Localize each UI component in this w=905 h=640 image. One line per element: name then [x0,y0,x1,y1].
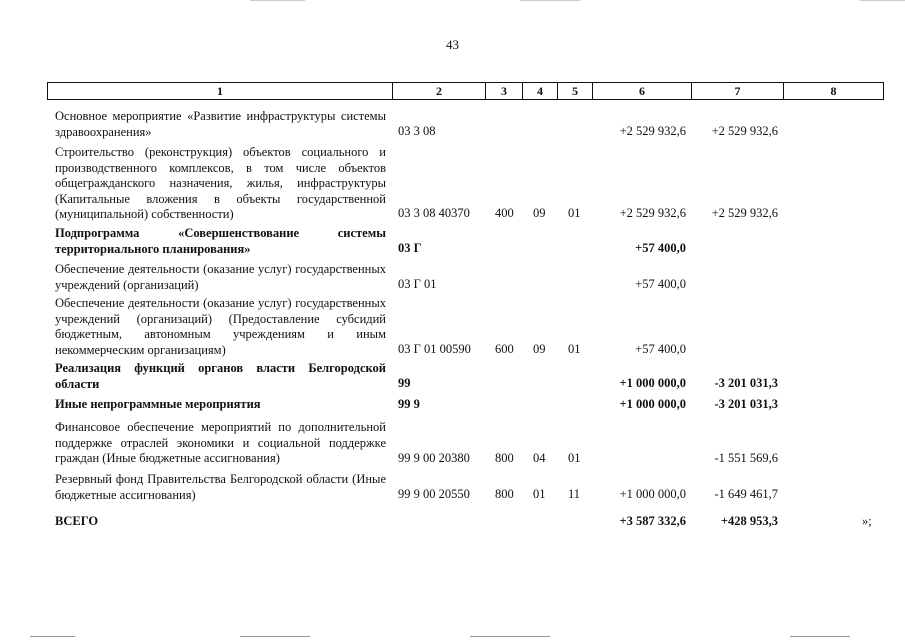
row-amount-7: -1 649 461,7 [714,487,778,502]
closing-quote-mark: »; [862,514,872,529]
row-code: 03 Г [398,241,422,256]
row-amount-7: -1 551 569,6 [714,451,778,466]
scan-edge-mark [470,636,550,637]
row-name: Иные непрограммные мероприятия [55,397,261,411]
header-col-8: 8 [830,84,837,98]
row-code: 03 Г 01 [398,277,437,292]
row-amount-6: +1 000 000,0 [619,376,686,391]
row-name: Обеспечение деятельности (оказание услуг) государственных учреждений (организаций) (Предоставление субсидий бюджетным, автономным учреждениям и иным некоммерческим организациям) [55,296,386,357]
row-col-5: 01 [568,342,581,357]
header-col-6: 6 [639,84,645,98]
row-col-3: 800 [495,451,514,466]
table-row [0,145,905,222]
row-code: 99 9 [398,397,420,412]
table-row [0,296,905,358]
row-col-3: 400 [495,206,514,221]
row-col-5: 01 [568,206,581,221]
row-amount-6: +57 400,0 [635,241,686,256]
table-row [0,361,905,392]
page-number: 43 [446,37,459,52]
total-amount-7: +428 953,3 [720,514,778,529]
row-col-5: 11 [568,487,581,502]
row-name: Обеспечение деятельности (оказание услуг) государственных учреждений (организаций) [55,262,386,292]
header-col-4: 4 [537,84,543,98]
row-name: Реализация функций органов власти Белгородской области [55,361,386,391]
row-code: 03 Г 01 00590 [398,342,471,357]
total-amount-6: +3 587 332,6 [619,514,686,529]
row-name: Основное мероприятие «Развитие инфраструктуры системы здравоохранения» [55,109,386,139]
row-amount-6: +2 529 932,6 [619,206,686,221]
row-code: 03 3 08 40370 [398,206,470,221]
table-row [0,109,905,140]
row-col-5: 01 [568,451,581,466]
total-label: ВСЕГО [55,514,99,528]
table-row [0,397,905,413]
row-col-4: 04 [533,451,546,466]
scan-edge-mark [520,0,580,1]
header-col-3: 3 [501,84,507,98]
row-code: 99 9 00 20380 [398,451,470,466]
row-name: Строительство (реконструкция) объектов социального и производственного комплексов, в том числе объектов общегражданского назначения, жилья, инфраструктуры (Капитальные вложения в объекты государственной (муниципальной) собственности) [55,145,386,222]
row-col-4: 09 [533,342,546,357]
total-row [0,514,905,530]
scan-edge-mark [240,636,310,637]
table-header [47,82,884,100]
row-code: 99 [398,376,411,391]
header-col-1: 1 [217,84,223,98]
row-col-4: 01 [533,487,546,502]
table-row [0,420,905,467]
row-col-3: 800 [495,487,514,502]
row-col-4: 09 [533,206,546,221]
row-amount-7: +2 529 932,6 [711,124,778,139]
header-col-2: 2 [436,84,442,98]
row-amount-6: +1 000 000,0 [619,397,686,412]
row-code: 03 3 08 [398,124,436,139]
row-amount-6: +57 400,0 [635,277,686,292]
row-col-3: 600 [495,342,514,357]
table-row [0,226,905,257]
row-amount-6: +2 529 932,6 [619,124,686,139]
header-col-5: 5 [572,84,578,98]
table-row [0,262,905,293]
row-amount-7: -3 201 031,3 [714,397,778,412]
row-amount-7: -3 201 031,3 [714,376,778,391]
row-amount-6: +57 400,0 [635,342,686,357]
row-code: 99 9 00 20550 [398,487,470,502]
row-amount-7: +2 529 932,6 [711,206,778,221]
scan-edge-mark [30,636,75,637]
header-col-7: 7 [734,84,741,98]
row-name: Финансовое обеспечение мероприятий по дополнительной поддержке отраслей экономики и социальной поддержке граждан (Иные бюджетные ассигнования) [55,420,386,466]
scan-edge-mark [790,636,850,637]
row-amount-6: +1 000 000,0 [619,487,686,502]
table-row [0,472,905,503]
row-name: Подпрограмма «Совершенствование системы территориального планирования» [55,226,386,256]
scan-edge-mark [860,0,905,1]
scan-edge-mark [250,0,305,1]
row-name: Резервный фонд Правительства Белгородской области (Иные бюджетные ассигнования) [55,472,386,502]
